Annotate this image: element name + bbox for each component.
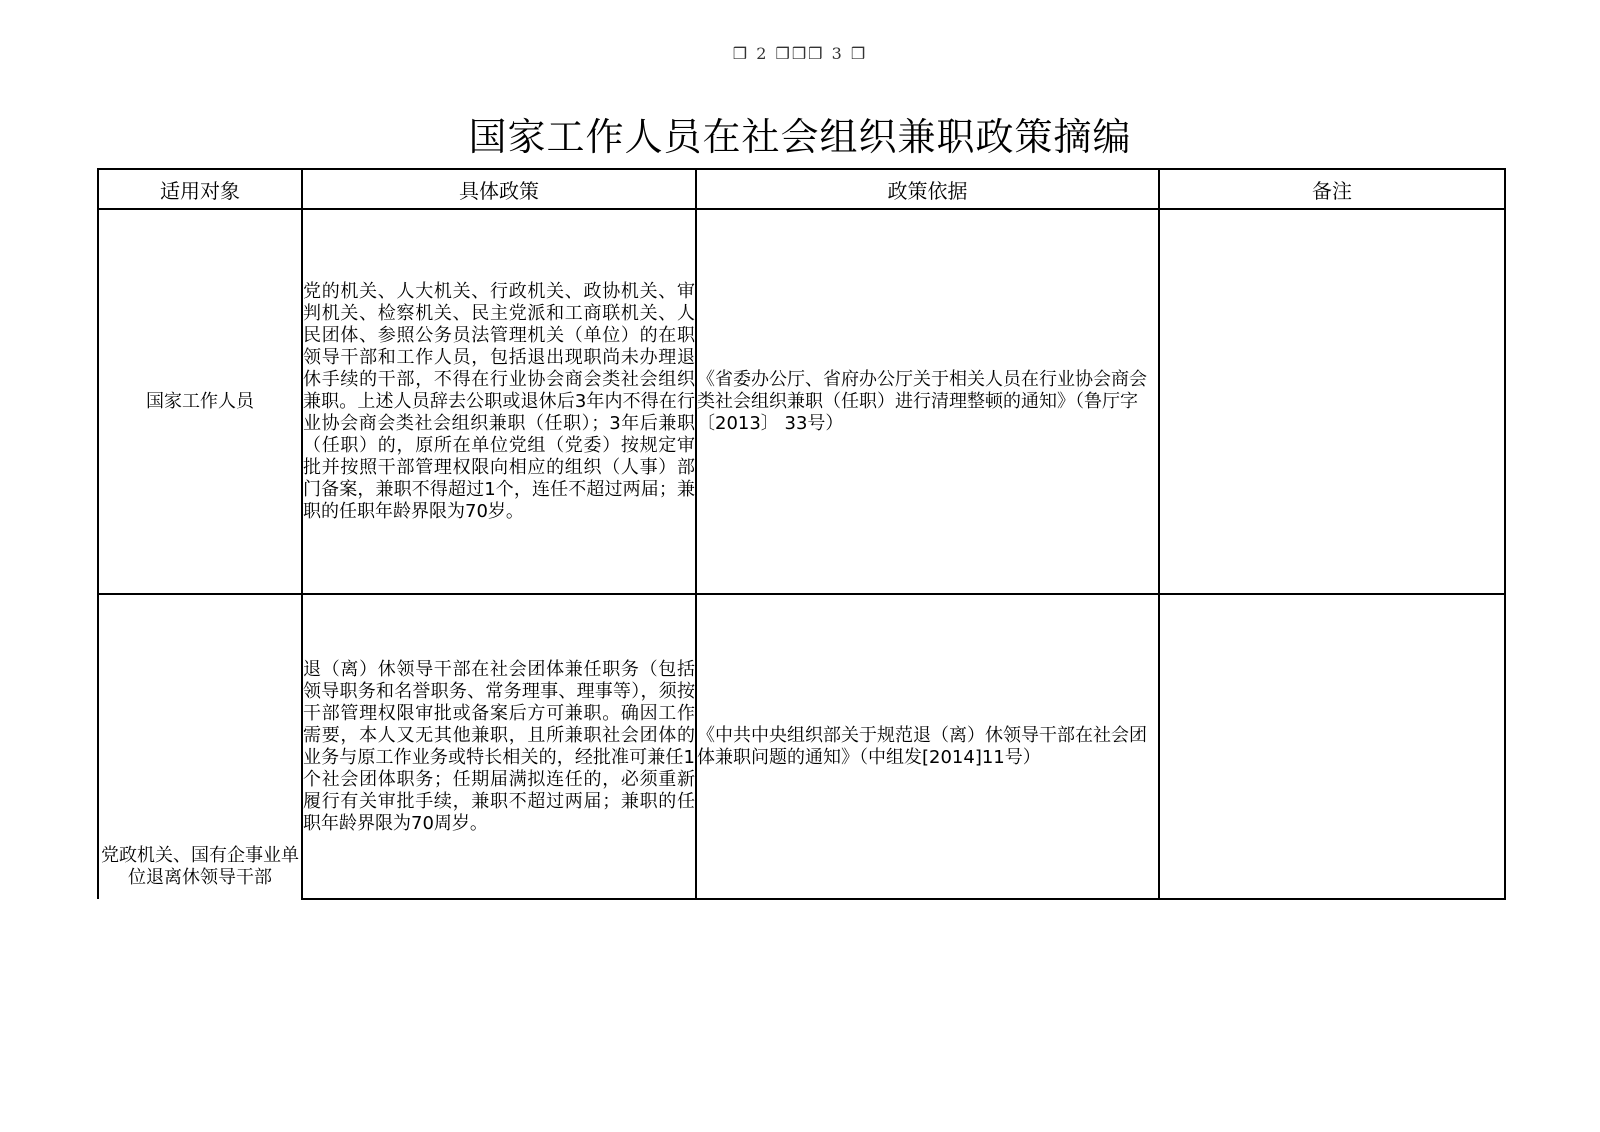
applicable-object-cell: 党政机关、国有企事业单位退离休领导干部 [98, 594, 302, 899]
column-header-object: 适用对象 [98, 169, 302, 209]
table-row [98, 594, 1505, 899]
document-title: 国家工作人员在社会组织兼职政策摘编 [468, 115, 1132, 159]
policy-basis-cell: 《省委办公厅、省府办公厅关于相关人员在行业协会商会类社会组织兼职（任职）进行清理整顿的通知》（鲁厅字〔2013〕 33号） [696, 209, 1159, 594]
column-header-policy: 具体政策 [302, 169, 696, 209]
table-row [98, 209, 1505, 594]
policy-basis-cell: 《中共中央组织部关于规范退（离）休领导干部在社会团体兼职问题的通知》（中组发[2014]11号） [696, 594, 1159, 899]
specific-policy-cell: 退（离）休领导干部在社会团体兼任职务（包括领导职务和名誉职务、常务理事、理事等），须按干部管理权限审批或备案后方可兼职。确因工作需要，本人又无其他兼职，且所兼职社会团体的业务与原工作业务或特长相关的，经批准可兼任1个社会团体职务；任期届满拟连任的，必须重新履行有关审批手续，兼职不超过两届；兼职的任职年龄界限为70周岁。 [302, 594, 696, 899]
applicable-object-cell: 国家工作人员 [98, 209, 302, 594]
column-header-remark: 备注 [1159, 169, 1505, 209]
specific-policy-cell: 党的机关、人大机关、行政机关、政协机关、审判机关、检察机关、民主党派和工商联机关、人民团体、参照公务员法管理机关（单位）的在职领导干部和工作人员，包括退出现职尚未办理退休手续的干部，不得在行业协会商会类社会组织兼职。上述人员辞去公职或退休后3年内不得在行业协会商会类社会组织兼职（任职）；3年后兼职（任职）的，原所在单位党组（党委）按规定审批并按照干部管理权限向相应的组织（人事）部门备案，兼职不得超过1个，连任不超过两届；兼职的任职年龄界限为70岁。 [302, 209, 696, 594]
remark-cell [1159, 594, 1505, 899]
table-header-row [98, 169, 1505, 209]
column-header-basis: 政策依据 [696, 169, 1159, 209]
policy-table [97, 168, 1506, 900]
page-header: ❒ 2 ❒❒❒ 3 ❒ [732, 44, 868, 63]
remark-cell [1159, 209, 1505, 594]
